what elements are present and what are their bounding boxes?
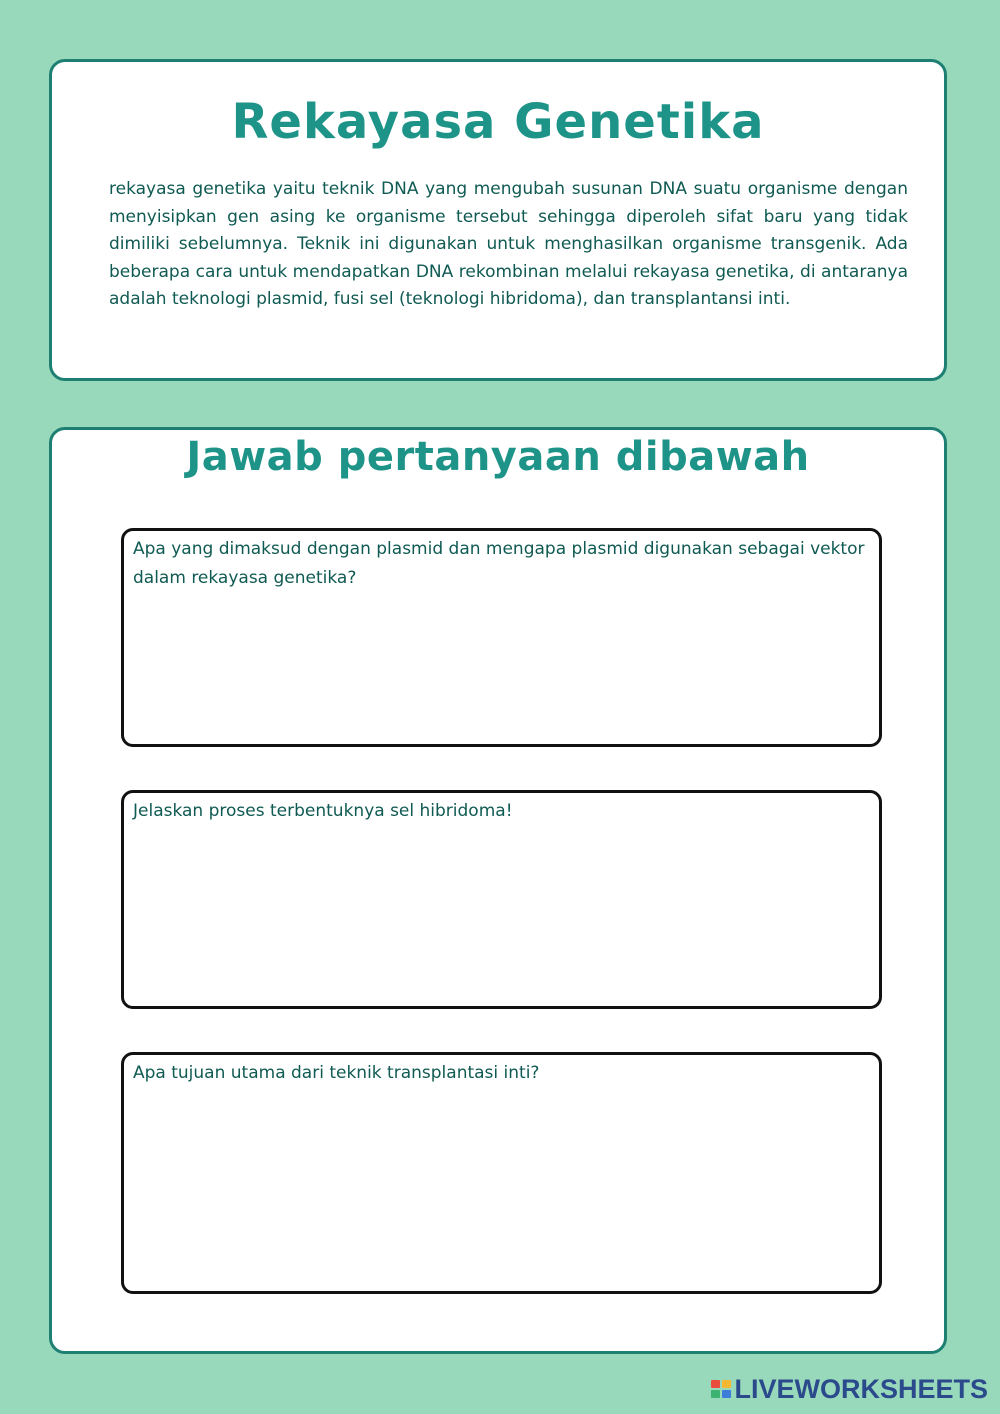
liveworksheets-logo-icon <box>711 1380 731 1398</box>
question-box-2 <box>121 790 882 1009</box>
questions-card <box>49 427 947 1354</box>
answer-input-1[interactable] <box>133 601 870 736</box>
logo-mark-e <box>722 1390 731 1398</box>
liveworksheets-logo <box>711 1372 988 1406</box>
question-box-3 <box>121 1052 882 1294</box>
intro-paragraph: rekayasa genetika yaitu teknik DNA yang mengubah susunan DNA suatu organisme dengan menyisipkan gen asing ke organisme tersebut sehingga diperoleh sifat baru yang tidak dimiliki sebelumnya. Teknik ini digunakan untuk menghasilkan organisme transgenik. Ada beberapa cara untuk mendapatkan DNA rekombinan melalui rekayasa genetika, di antaranya adalah teknologi plasmid, fusi sel (teknologi hibridoma), dan transplantansi inti. <box>109 179 908 309</box>
intro-card <box>49 59 947 381</box>
logo-mark-i <box>722 1380 731 1388</box>
question-text-3: Apa tujuan utama dari teknik transplantasi inti? <box>133 1063 540 1083</box>
logo-text: LIVEWORKSHEETS <box>734 1373 988 1404</box>
question-text-2: Jelaskan proses terbentuknya sel hibridoma! <box>133 801 513 821</box>
section-title: Jawab pertanyaan dibawah <box>186 434 810 480</box>
question-box-1 <box>121 528 882 747</box>
answer-input-2[interactable] <box>133 833 870 998</box>
answer-input-3[interactable] <box>133 1095 870 1283</box>
worksheet-title: Rekayasa Genetika <box>231 94 765 150</box>
question-text-1: Apa yang dimaksud dengan plasmid dan mengapa plasmid digunakan sebagai vektor dalam rekayasa genetika? <box>133 539 865 588</box>
logo-mark-l <box>711 1380 720 1388</box>
logo-mark-v <box>711 1390 720 1398</box>
